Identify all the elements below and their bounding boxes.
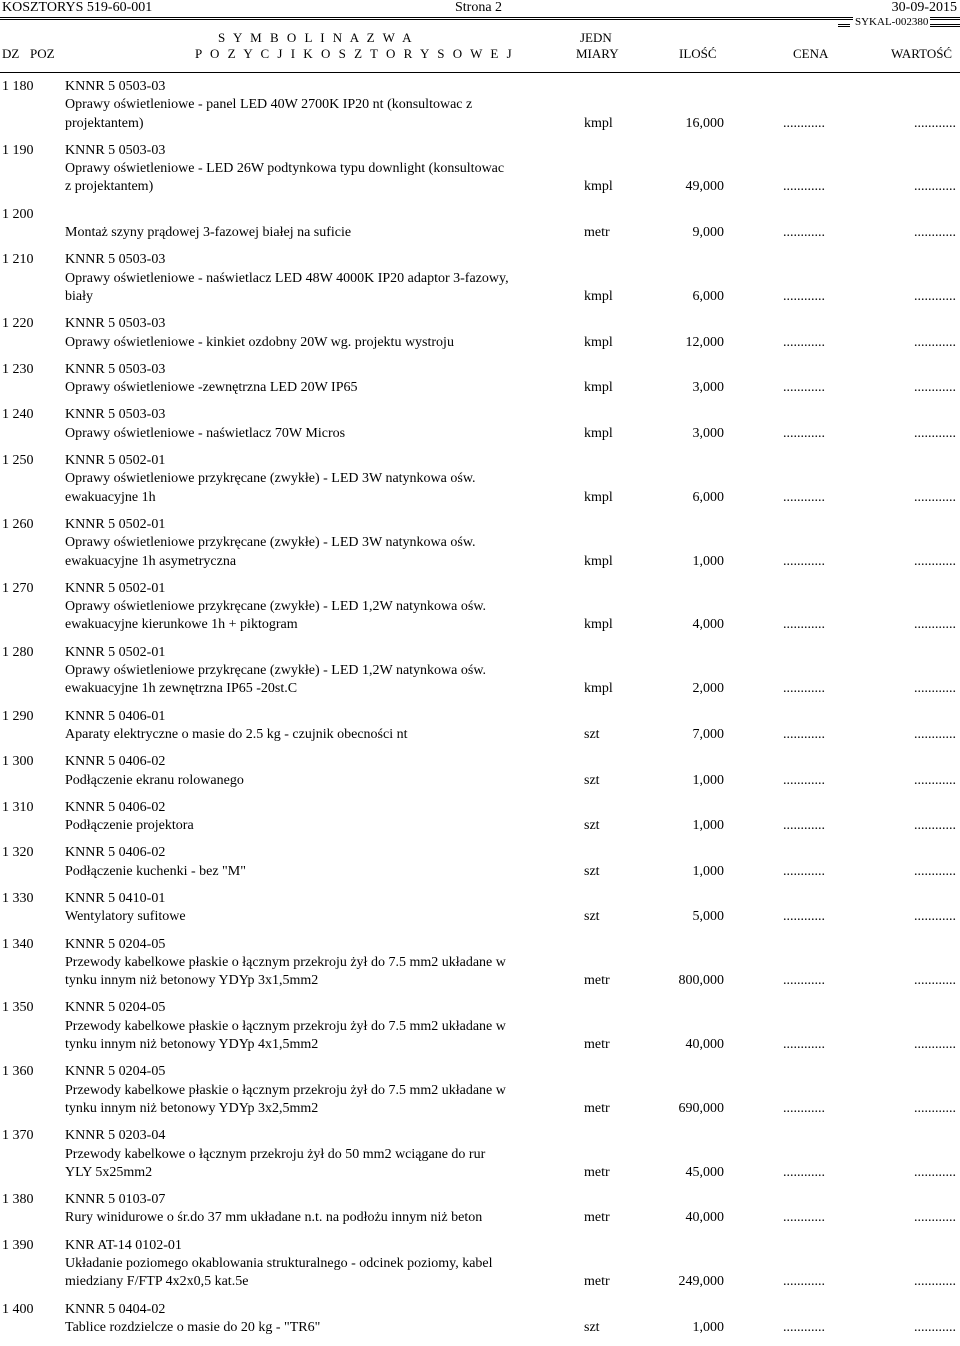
item-description	[65, 251, 565, 306]
items-list	[0, 78, 960, 1346]
item-row	[0, 1063, 960, 1118]
item-description	[65, 999, 565, 1054]
item-description-line: ewakuacyjne 1h asymetryczna	[65, 553, 237, 569]
item-quantity: 800,000	[678, 973, 724, 989]
item-description-line: tynku innym niż betonowy YDYp 4x1,5mm2	[65, 1037, 319, 1053]
item-unit: metr	[584, 1100, 610, 1116]
item-row	[0, 844, 960, 881]
item-catalog-code: KNNR 5 0406-01	[65, 708, 166, 724]
item-description-line: Oprawy oświetleniowe przykręcane (zwykłe) - LED 3W natynkowa ośw.	[65, 471, 476, 487]
item-catalog-code: KNNR 5 0410-01	[65, 890, 166, 906]
item-price: ............	[783, 553, 825, 569]
header-rule	[0, 72, 960, 73]
item-description-line: Montaż szyny prądowej 3-fazowej białej na suficie	[65, 225, 352, 241]
item-description	[65, 516, 565, 571]
item-price: ............	[783, 1210, 825, 1226]
item-description-line: Podłączenie kuchenki - bez "M"	[65, 863, 246, 879]
item-quantity: 1,000	[692, 553, 724, 569]
item-description	[65, 315, 565, 352]
page-number: Strona 2	[455, 0, 503, 15]
item-row	[0, 142, 960, 197]
item-value: ............	[914, 726, 956, 742]
item-number: 1 180	[2, 79, 34, 94]
col-ilosc: ILOŚĆ	[679, 46, 717, 61]
item-catalog-code: KNNR 5 0502-01	[65, 580, 166, 596]
item-description-line: Tablice rozdzielcze o masie do 20 kg - "TR6"	[65, 1319, 321, 1335]
item-row	[0, 78, 960, 133]
item-price: ............	[783, 863, 825, 879]
item-description-line: Oprawy oświetleniowe - kinkiet ozdobny 20W wg. projektu wystroju	[65, 334, 454, 350]
item-number: 1 330	[2, 890, 34, 906]
item-row	[0, 799, 960, 836]
item-quantity: 249,000	[678, 1274, 724, 1290]
item-number: 1 200	[2, 206, 34, 222]
item-description-line: miedziany F/FTP 4x2x0,5 kat.5e	[65, 1274, 249, 1290]
item-unit: kmpl	[584, 179, 613, 195]
item-quantity: 3,000	[692, 380, 724, 396]
item-quantity: 1,000	[692, 818, 724, 834]
item-unit: kmpl	[584, 681, 613, 697]
code-rule-left	[838, 24, 850, 27]
item-description-line: Przewody kabelkowe płaskie o łącznym przekroju żył do 7.5 mm2 układane w	[65, 1082, 506, 1098]
item-unit: metr	[584, 1274, 610, 1290]
item-description-line: Oprawy oświetleniowe - LED 26W podtynkowa typu downlight (konsultowac	[65, 161, 505, 177]
item-unit: kmpl	[584, 617, 613, 633]
item-catalog-code: KNR AT-14 0102-01	[65, 1237, 182, 1253]
item-price: ............	[783, 1164, 825, 1180]
item-number: 1 280	[2, 644, 34, 660]
item-row	[0, 516, 960, 571]
item-row	[0, 1301, 960, 1338]
item-catalog-code: KNNR 5 0103-07	[65, 1192, 166, 1208]
item-unit: metr	[584, 1164, 610, 1180]
item-price: ............	[783, 380, 825, 396]
col-cena: CENA	[793, 46, 829, 61]
item-row	[0, 644, 960, 699]
item-unit: szt	[584, 863, 600, 879]
item-quantity: 1,000	[692, 772, 724, 788]
item-quantity: 16,000	[685, 115, 724, 131]
item-description-line: Rury winidurowe o śr.do 37 mm układane n.t. na podłożu innym niż beton	[65, 1210, 483, 1226]
item-description	[65, 844, 565, 881]
item-row	[0, 999, 960, 1054]
item-unit: kmpl	[584, 425, 613, 441]
item-description-line: ewakuacyjne kierunkowe 1h + piktogram	[65, 617, 298, 633]
item-price: ............	[783, 1274, 825, 1290]
item-row	[0, 315, 960, 352]
code-rule-right	[930, 24, 960, 27]
item-value: ............	[914, 489, 956, 505]
item-catalog-code: KNNR 5 0502-01	[65, 516, 166, 532]
item-description-line: tynku innym niż betonowy YDYp 3x2,5mm2	[65, 1100, 319, 1116]
item-description-line: Podłączenie ekranu rolowanego	[65, 772, 244, 788]
item-quantity: 9,000	[692, 225, 724, 241]
item-description-line: Przewody kabelkowe o łącznym przekroju żył do 50 mm2 wciągane do rur	[65, 1146, 486, 1162]
item-row	[0, 753, 960, 790]
item-number: 1 390	[2, 1237, 34, 1253]
item-catalog-code: KNNR 5 0503-03	[65, 316, 166, 332]
item-catalog-code: KNNR 5 0204-05	[65, 936, 166, 952]
item-number: 1 250	[2, 453, 34, 469]
document-title: KOSZTORYS 519-60-001	[2, 0, 153, 15]
item-quantity: 5,000	[692, 909, 724, 925]
document-code: SYKAL-002380	[855, 16, 929, 28]
item-unit: kmpl	[584, 288, 613, 304]
item-description-line: z projektantem)	[65, 179, 154, 195]
item-quantity: 49,000	[685, 179, 724, 195]
item-description	[65, 452, 565, 507]
item-number: 1 290	[2, 708, 34, 724]
item-value: ............	[914, 179, 956, 195]
item-value: ............	[914, 1319, 956, 1335]
item-number: 1 230	[2, 361, 34, 377]
item-price: ............	[783, 288, 825, 304]
item-number: 1 270	[2, 580, 34, 596]
item-catalog-code: KNNR 5 0503-03	[65, 79, 166, 94]
item-description	[65, 1237, 565, 1292]
item-value: ............	[914, 1164, 956, 1180]
item-number: 1 350	[2, 1000, 34, 1016]
item-unit: metr	[584, 225, 610, 241]
item-value: ............	[914, 553, 956, 569]
item-number: 1 190	[2, 142, 34, 158]
item-catalog-code: KNNR 5 0503-03	[65, 361, 166, 377]
item-unit: kmpl	[584, 380, 613, 396]
item-value: ............	[914, 973, 956, 989]
item-row	[0, 1237, 960, 1292]
header-double-rule	[0, 17, 960, 20]
item-quantity: 690,000	[678, 1100, 724, 1116]
item-number: 1 380	[2, 1192, 34, 1208]
item-description	[65, 406, 565, 443]
item-unit: szt	[584, 772, 600, 788]
item-quantity: 2,000	[692, 681, 724, 697]
item-price: ............	[783, 772, 825, 788]
item-unit: metr	[584, 973, 610, 989]
item-value: ............	[914, 617, 956, 633]
item-value: ............	[914, 425, 956, 441]
item-description-line: Podłączenie projektora	[65, 818, 194, 834]
item-value: ............	[914, 818, 956, 834]
item-catalog-code: KNNR 5 0503-03	[65, 407, 166, 423]
item-row	[0, 361, 960, 398]
item-price: ............	[783, 1100, 825, 1116]
page-topbar	[0, 0, 960, 18]
item-catalog-code: KNNR 5 0406-02	[65, 754, 166, 770]
item-quantity: 40,000	[685, 1210, 724, 1226]
item-description	[65, 580, 565, 635]
item-description-line: Oprawy oświetleniowe - panel LED 40W 2700K IP20 nt (konsultowac z	[65, 97, 473, 113]
item-description-line: Aparaty elektryczne o masie do 2.5 kg - czujnik obecności nt	[65, 726, 408, 742]
item-quantity: 3,000	[692, 425, 724, 441]
item-description-line: ewakuacyjne 1h zewnętrzna IP65 -20st.C	[65, 681, 298, 697]
item-row	[0, 251, 960, 306]
item-value: ............	[914, 863, 956, 879]
item-description	[65, 361, 565, 398]
item-price: ............	[783, 726, 825, 742]
item-catalog-code: KNNR 5 0502-01	[65, 644, 166, 660]
item-number: 1 360	[2, 1064, 34, 1080]
item-description-line: biały	[65, 288, 93, 304]
item-value: ............	[914, 1100, 956, 1116]
item-catalog-code	[65, 206, 565, 224]
item-price: ............	[783, 115, 825, 131]
item-price: ............	[783, 489, 825, 505]
item-quantity: 1,000	[692, 863, 724, 879]
item-quantity: 7,000	[692, 726, 724, 742]
col-pozycji: P O Z Y C J I K O S Z T O R Y S O W E J	[195, 46, 515, 61]
item-quantity: 1,000	[692, 1319, 724, 1335]
item-row	[0, 708, 960, 745]
item-price: ............	[783, 681, 825, 697]
item-price: ............	[783, 179, 825, 195]
item-row	[0, 1191, 960, 1228]
item-description-line: Oprawy oświetleniowe przykręcane (zwykłe) - LED 1,2W natynkowa ośw.	[65, 599, 487, 615]
item-description-line: ewakuacyjne 1h	[65, 489, 156, 505]
item-row	[0, 206, 960, 243]
item-description-line: Oprawy oświetleniowe przykręcane (zwykłe) - LED 3W natynkowa ośw.	[65, 535, 476, 551]
item-description-line: Układanie poziomego okablowania strukturalnego - odcinek poziomy, kabel	[65, 1256, 493, 1272]
item-description	[65, 1191, 565, 1228]
item-description	[65, 753, 565, 790]
item-number: 1 210	[2, 252, 34, 268]
item-value: ............	[914, 1210, 956, 1226]
item-number: 1 220	[2, 316, 34, 332]
item-row	[0, 1127, 960, 1182]
col-miary: MIARY	[576, 46, 619, 61]
item-number: 1 260	[2, 516, 34, 532]
item-description	[65, 1301, 565, 1338]
item-description-line: Oprawy oświetleniowe - naświetlacz LED 48W 4000K IP20 adaptor 3-fazowy,	[65, 270, 509, 286]
item-row	[0, 890, 960, 927]
item-catalog-code: KNNR 5 0406-02	[65, 845, 166, 861]
item-description	[65, 1127, 565, 1182]
item-unit: szt	[584, 818, 600, 834]
item-description-line: Oprawy oświetleniowe -zewnętrzna LED 20W IP65	[65, 380, 358, 396]
item-row	[0, 452, 960, 507]
item-value: ............	[914, 1274, 956, 1290]
column-header	[0, 30, 960, 70]
item-price: ............	[783, 1319, 825, 1335]
item-catalog-code: KNNR 5 0406-02	[65, 799, 166, 815]
item-value: ............	[914, 681, 956, 697]
item-number: 1 300	[2, 754, 34, 770]
item-quantity: 4,000	[692, 617, 724, 633]
item-unit: szt	[584, 1319, 600, 1335]
item-value: ............	[914, 115, 956, 131]
item-price: ............	[783, 334, 825, 350]
document-date: 30-09-2015	[891, 0, 957, 15]
item-unit: kmpl	[584, 115, 613, 131]
item-number: 1 340	[2, 936, 34, 952]
col-wartosc: WARTOŚĆ	[891, 46, 953, 61]
item-value: ............	[914, 772, 956, 788]
item-catalog-code: KNNR 5 0503-03	[65, 252, 166, 268]
item-number: 1 370	[2, 1128, 34, 1144]
item-row	[0, 936, 960, 991]
item-description	[65, 799, 565, 836]
item-description	[65, 78, 565, 133]
item-catalog-code: KNNR 5 0204-05	[65, 1064, 166, 1080]
item-unit: kmpl	[584, 553, 613, 569]
item-description	[65, 890, 565, 927]
item-description-line: Oprawy oświetleniowe - naświetlacz 70W Micros	[65, 425, 346, 441]
col-poz: POZ	[30, 46, 55, 61]
item-unit: metr	[584, 1210, 610, 1226]
item-description-line: YLY 5x25mm2	[65, 1164, 153, 1180]
item-number: 1 400	[2, 1301, 34, 1317]
item-catalog-code: KNNR 5 0404-02	[65, 1301, 166, 1317]
item-row	[0, 580, 960, 635]
item-value: ............	[914, 380, 956, 396]
item-description-line: projektantem)	[65, 115, 144, 131]
item-catalog-code: KNNR 5 0204-05	[65, 1000, 166, 1016]
item-description-line: tynku innym niż betonowy YDYp 3x1,5mm2	[65, 973, 319, 989]
item-description-line: Wentylatory sufitowe	[65, 909, 186, 925]
item-price: ............	[783, 909, 825, 925]
item-value: ............	[914, 225, 956, 241]
item-value: ............	[914, 1037, 956, 1053]
item-catalog-code: KNNR 5 0503-03	[65, 142, 166, 158]
item-price: ............	[783, 225, 825, 241]
item-price: ............	[783, 1037, 825, 1053]
item-price: ............	[783, 425, 825, 441]
item-unit: kmpl	[584, 489, 613, 505]
item-quantity: 6,000	[692, 288, 724, 304]
item-unit: szt	[584, 909, 600, 925]
item-number: 1 320	[2, 845, 34, 861]
item-description	[65, 644, 565, 699]
item-value: ............	[914, 288, 956, 304]
item-description	[65, 206, 565, 243]
item-description	[65, 1063, 565, 1118]
item-price: ............	[783, 818, 825, 834]
item-unit: szt	[584, 726, 600, 742]
item-quantity: 12,000	[685, 334, 724, 350]
item-description	[65, 708, 565, 745]
item-value: ............	[914, 909, 956, 925]
item-value: ............	[914, 334, 956, 350]
item-description-line: Przewody kabelkowe płaskie o łącznym przekroju żył do 7.5 mm2 układane w	[65, 1018, 506, 1034]
item-description-line: Oprawy oświetleniowe przykręcane (zwykłe) - LED 1,2W natynkowa ośw.	[65, 663, 487, 679]
item-price: ............	[783, 617, 825, 633]
col-jedn: JEDN	[580, 30, 612, 45]
item-quantity: 45,000	[685, 1164, 724, 1180]
item-description-line: Przewody kabelkowe płaskie o łącznym przekroju żył do 7.5 mm2 układane w	[65, 954, 506, 970]
item-description	[65, 936, 565, 991]
item-price: ............	[783, 973, 825, 989]
item-number: 1 240	[2, 407, 34, 423]
item-quantity: 6,000	[692, 489, 724, 505]
item-description	[65, 142, 565, 197]
item-row	[0, 406, 960, 443]
item-unit: metr	[584, 1037, 610, 1053]
item-quantity: 40,000	[685, 1037, 724, 1053]
item-unit: kmpl	[584, 334, 613, 350]
item-number: 1 310	[2, 799, 34, 815]
col-dz: DZ	[2, 46, 20, 61]
item-catalog-code: KNNR 5 0502-01	[65, 453, 166, 469]
col-symbol: S Y M B O L I N A Z W A	[218, 30, 415, 45]
item-catalog-code: KNNR 5 0203-04	[65, 1128, 166, 1144]
